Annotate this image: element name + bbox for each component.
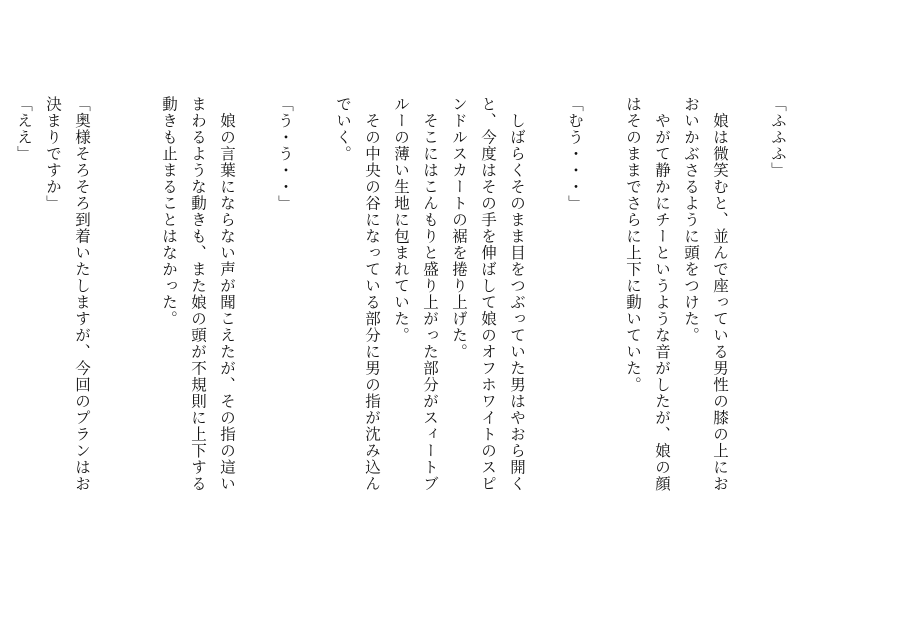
text-line: 「むう・・・」 bbox=[566, 96, 584, 212]
text-line: でいく。 bbox=[334, 96, 352, 162]
text-line: 「う・う・・」 bbox=[276, 96, 294, 212]
blank-line bbox=[96, 96, 125, 576]
text-line: 娘は微笑むと、並んで座っている男性の膝の上にお bbox=[711, 96, 729, 492]
blank-line bbox=[241, 96, 270, 576]
text-line: ルーの薄い生地に包まれていた。 bbox=[392, 96, 410, 344]
text-line: 「ええ」 bbox=[15, 96, 33, 162]
blank-line bbox=[589, 96, 618, 576]
blank-line bbox=[125, 96, 154, 576]
text-line: まわるような動きも、また娘の頭が不規則に上下する bbox=[189, 96, 207, 492]
blank-line bbox=[0, 96, 9, 576]
text-line: おいかぶさるように頭をつけた。 bbox=[682, 96, 700, 344]
text-line: やがて静かにチーというような音がしたが、娘の顔 bbox=[653, 96, 671, 492]
text-line: 決まりですか」 bbox=[44, 96, 62, 212]
text-line: 「奥様そろそろ到着いたしますが、今回のプランはお bbox=[73, 96, 91, 492]
text-line: と、今度はその手を伸ばして娘のオフホワイトのスピ bbox=[479, 96, 497, 492]
blank-line bbox=[299, 96, 328, 576]
text-line: 娘の言葉にならない声が聞こえたが、その指の這い bbox=[218, 96, 236, 492]
text-line: ンドルスカートの裾を捲り上げた。 bbox=[450, 96, 468, 360]
blank-line bbox=[531, 96, 560, 576]
text-line: そこにはこんもりと盛り上がった部分がスィートブ bbox=[421, 96, 439, 492]
text-line: その中央の谷になっている部分に男の指が沈み込ん bbox=[363, 96, 381, 492]
blank-line bbox=[734, 96, 763, 576]
vertical-text-body bbox=[0, 96, 792, 576]
text-line: 「ふふふ」 bbox=[769, 96, 787, 179]
text-line: しばらくそのまま目をつぶっていた男はやおら開く bbox=[508, 96, 526, 492]
text-line: はそのままでさらに上下に動いていた。 bbox=[624, 96, 642, 393]
text-line: 動きも止まることはなかった。 bbox=[160, 96, 178, 327]
